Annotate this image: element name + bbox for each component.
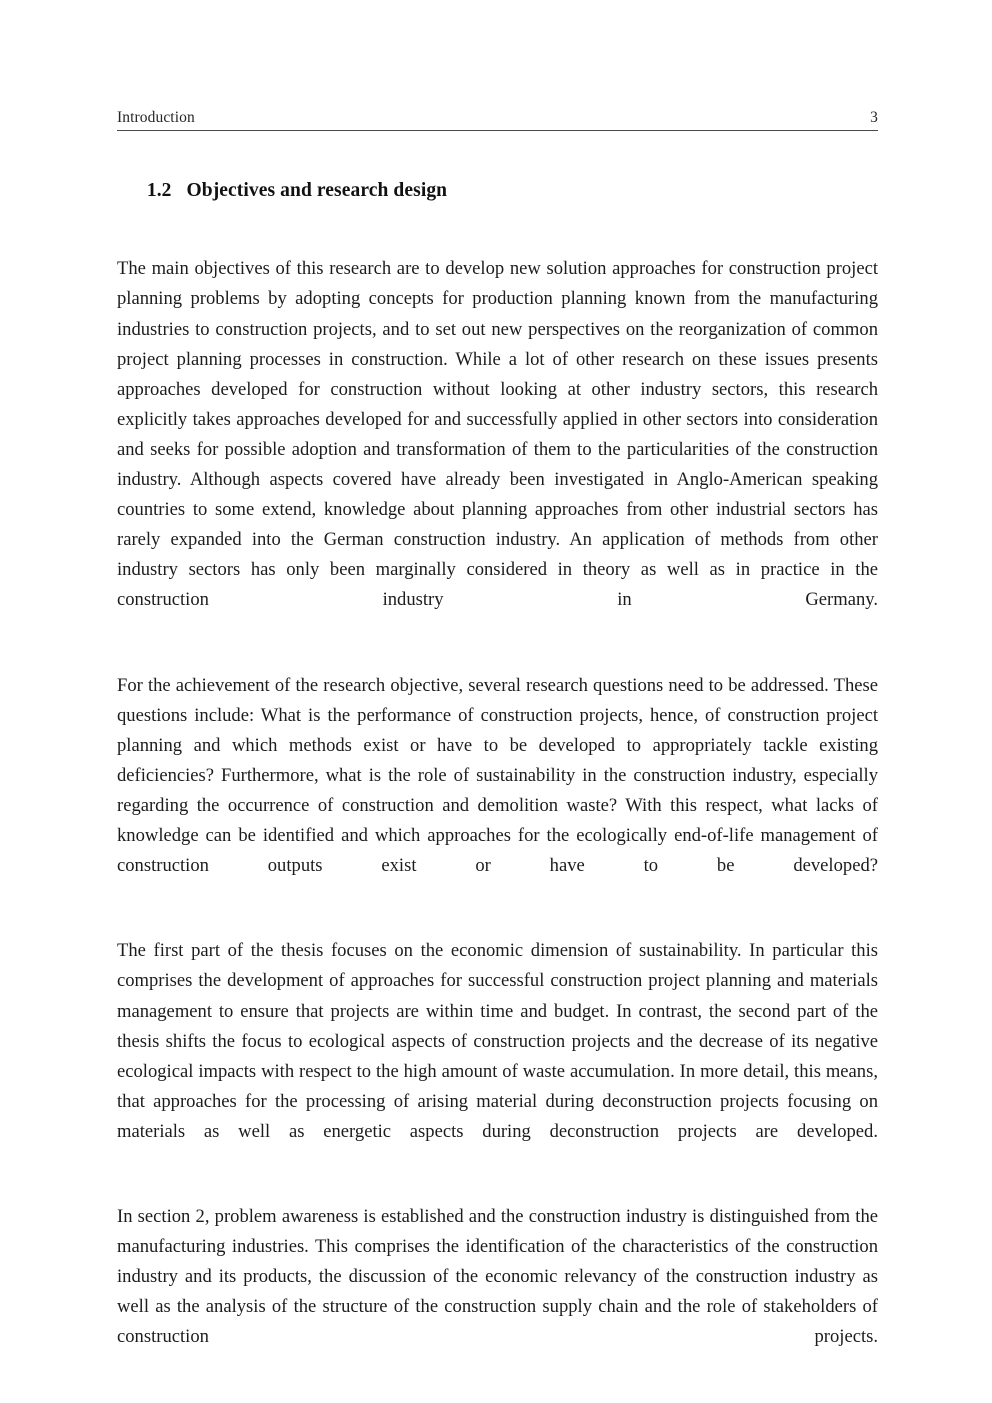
section-heading-title: Objectives and research design xyxy=(186,180,448,202)
running-header xyxy=(117,108,878,131)
section-heading-number: 1.2 xyxy=(146,180,172,202)
body-copy xyxy=(117,254,878,1382)
page-number: 3 xyxy=(870,109,878,126)
paragraph-objectives: The main objectives of this research are to develop new solution approaches for construction project planning problems by adopting concepts for production planning known from the manufacturing industries to construction projects, and to set out new perspectives on the reorganization of common project planning processes in construction. While a lot of other research on these issues presents approaches developed for construction without looking at other industry sectors, this research explicitly takes approaches developed for and successfully applied in other sectors into consideration and seeks for possible adoption and transformation of them to the particularities of the construction industry. Although aspects covered have already been investigated in Anglo-American speaking countries to some extend, knowledge about planning approaches from other industrial sectors has rarely expanded into the German construction industry. An application of methods from other industry sectors has only been marginally considered in theory as well as in practice in the construction industry in Germany. xyxy=(117,258,878,611)
section-heading xyxy=(117,158,878,224)
paragraph-thesis-structure: The first part of the thesis focuses on the economic dimension of sustainability. In particular this comprises the development of approaches for successful construction project planning and materials management to ensure that projects are within time and budget. In contrast, the second part of the thesis shifts the focus to ecological aspects of construction projects and the decrease of its negative ecological impacts with respect to the high amount of waste accumulation. In more detail, this means, that approaches for the processing of arising material during deconstruction projects focusing on materials as well as energetic aspects during deconstruction projects are developed. xyxy=(117,940,878,1142)
paragraph-research-questions: For the achievement of the research objective, several research questions need to be addressed. These questions include: What is the performance of construction projects, hence, of construction project planning and which methods exist or have to be developed to appropriately tackle existing deficiencies? Furthermore, what is the role of sustainability in the construction industry, especially regarding the occurrence of construction and demolition waste? With this respect, what lacks of knowledge can be identified and which approaches for the ecologically end-of-life management of construction outputs exist or have to be developed? xyxy=(117,674,878,877)
page-content xyxy=(117,108,878,1383)
running-header-title: Introduction xyxy=(117,109,195,126)
paragraph-section-two: In section 2, problem awareness is established and the construction industry is distinguished from the manufacturing industries. This comprises the identification of the characteristics of the construction industry and its products, the discussion of the economic relevancy of the construction industry as well as the analysis of the structure of the construction supply chain and the role of stakeholders of construction projects. xyxy=(117,1206,878,1348)
